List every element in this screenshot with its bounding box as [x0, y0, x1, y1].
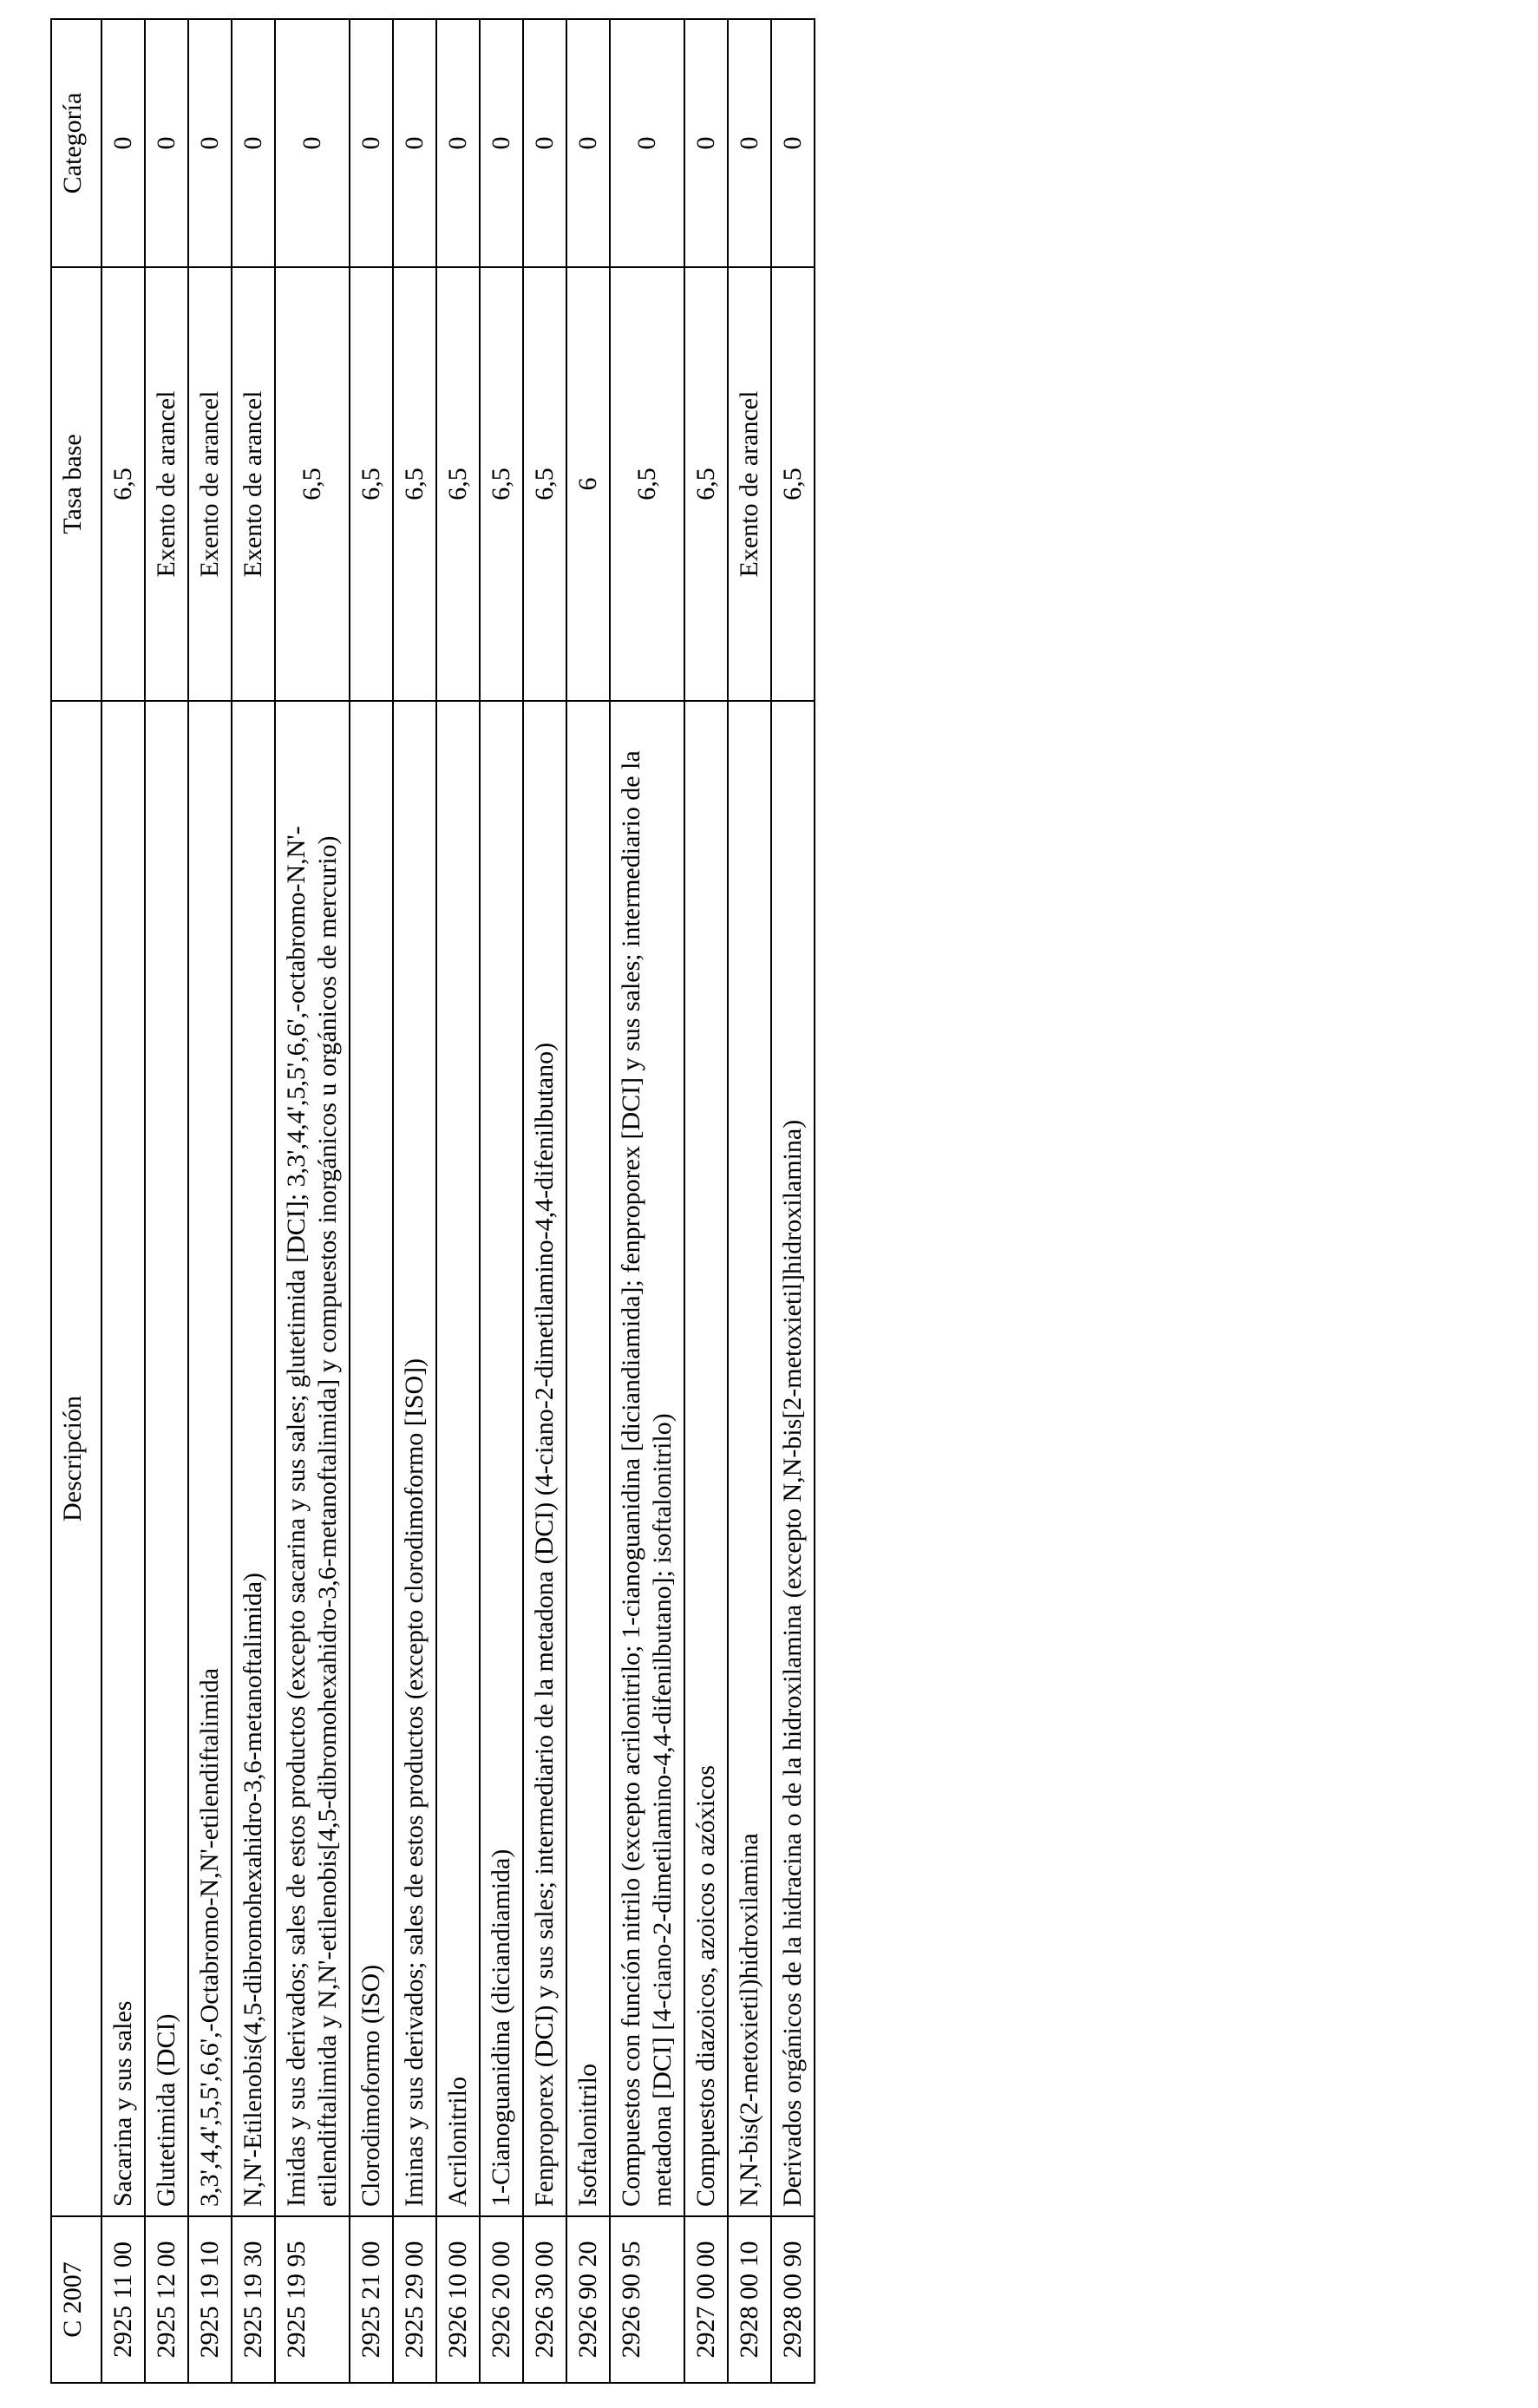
table-row [188, 19, 232, 2383]
table-row [771, 19, 815, 2383]
row-code: 2925 19 95 [275, 2216, 350, 2383]
row-rate: 6,5 [393, 267, 436, 701]
row-category: 0 [145, 19, 188, 267]
row-rate: 6,5 [101, 267, 145, 701]
row-description: Compuestos diazoicos, azoicos o azóxicos [684, 701, 728, 2216]
header-category: Categoría [51, 19, 101, 267]
row-description: Clorodimoformo (ISO) [350, 701, 393, 2216]
row-code: 2925 11 00 [101, 2216, 145, 2383]
header-code: C 2007 [51, 2216, 101, 2383]
table-row [393, 19, 436, 2383]
row-category: 0 [480, 19, 523, 267]
row-rate: 6,5 [350, 267, 393, 701]
table-row [350, 19, 393, 2383]
row-rate: Exento de arancel [188, 267, 232, 701]
row-category: 0 [232, 19, 275, 267]
row-description: Sacarina y sus sales [101, 701, 145, 2216]
row-description: 1-Cianoguanidina (diciandiamida) [480, 701, 523, 2216]
row-code: 2928 00 10 [728, 2216, 771, 2383]
rotated-page [50, 20, 1015, 2384]
row-description: Glutetimida (DCI) [145, 701, 188, 2216]
row-description: Isoftalonitrilo [566, 701, 610, 2216]
row-category: 0 [523, 19, 566, 267]
row-description: Compuestos con función nitrilo (excepto acrilonitrilo; 1-cianoguanidina [diciandiamida]; fenproporex [DCI] y sus sales; intermediario de la metadona [DCI] [4-ciano-2-dimetilamino-4,4-difenilbutano]; isoftalonitrilo) [610, 701, 684, 2216]
row-code: 2925 19 30 [232, 2216, 275, 2383]
row-code: 2926 10 00 [436, 2216, 480, 2383]
table-body [101, 19, 815, 2383]
row-rate: 6 [566, 267, 610, 701]
row-code: 2928 00 90 [771, 2216, 815, 2383]
row-category: 0 [350, 19, 393, 267]
row-category: 0 [610, 19, 684, 267]
row-rate: Exento de arancel [232, 267, 275, 701]
row-rate: 6,5 [523, 267, 566, 701]
table-row [728, 19, 771, 2383]
table-row [684, 19, 728, 2383]
row-category: 0 [436, 19, 480, 267]
row-description: Derivados orgánicos de la hidracina o de la hidroxilamina (excepto N,N-bis[2-metoxietil]hidroxilamina) [771, 701, 815, 2216]
row-code: 2926 90 20 [566, 2216, 610, 2383]
row-description: Imidas y sus derivados; sales de estos productos (excepto sacarina y sus sales; glutetimida [DCI]; 3,3',4,4',5,5',6,6',-octabromo-N,N'-etilendiftalimida y N,N'-etilenobis[4,5-dibromohexahidro-3,6-metanoftalimida] y compuestos inorgánicos u orgánicos de mercurio) [275, 701, 350, 2216]
row-rate: 6,5 [436, 267, 480, 701]
row-category: 0 [393, 19, 436, 267]
row-code: 2925 12 00 [145, 2216, 188, 2383]
row-rate: 6,5 [480, 267, 523, 701]
table-row [523, 19, 566, 2383]
tariff-table [50, 18, 815, 2384]
row-code: 2925 21 00 [350, 2216, 393, 2383]
table-row [232, 19, 275, 2383]
row-rate: 6,5 [610, 267, 684, 701]
row-description: 3,3',4,4',5,5',6,6',-Octabromo-N,N'-etilendiftalimida [188, 701, 232, 2216]
header-row [51, 19, 101, 2383]
row-category: 0 [101, 19, 145, 267]
row-description: Iminas y sus derivados; sales de estos productos (excepto clorodimoformo [ISO]) [393, 701, 436, 2216]
row-description: N,N'-Etilenobis(4,5-dibromohexahidro-3,6-metanoftalimida) [232, 701, 275, 2216]
row-rate: 6,5 [275, 267, 350, 701]
header-description: Descripción [51, 701, 101, 2216]
row-code: 2925 29 00 [393, 2216, 436, 2383]
row-category: 0 [728, 19, 771, 267]
row-description: Fenproporex (DCI) y sus sales; intermediario de la metadona (DCI) (4-ciano-2-dimetilamino-4,4-difenilbutano) [523, 701, 566, 2216]
row-code: 2925 19 10 [188, 2216, 232, 2383]
table-row [145, 19, 188, 2383]
row-code: 2926 20 00 [480, 2216, 523, 2383]
table-row [610, 19, 684, 2383]
header-rate: Tasa base [51, 267, 101, 701]
row-category: 0 [771, 19, 815, 267]
table-row [275, 19, 350, 2383]
row-code: 2926 90 95 [610, 2216, 684, 2383]
row-description: N,N-bis(2-metoxietil)hidroxilamina [728, 701, 771, 2216]
table-row [101, 19, 145, 2383]
row-description: Acrilonitrilo [436, 701, 480, 2216]
row-code: 2927 00 00 [684, 2216, 728, 2383]
table-row [566, 19, 610, 2383]
row-rate: 6,5 [684, 267, 728, 701]
row-category: 0 [684, 19, 728, 267]
row-category: 0 [566, 19, 610, 267]
table-row [436, 19, 480, 2383]
row-rate: Exento de arancel [728, 267, 771, 701]
table-row [480, 19, 523, 2383]
row-category: 0 [275, 19, 350, 267]
row-rate: Exento de arancel [145, 267, 188, 701]
row-rate: 6,5 [771, 267, 815, 701]
row-category: 0 [188, 19, 232, 267]
row-code: 2926 30 00 [523, 2216, 566, 2383]
